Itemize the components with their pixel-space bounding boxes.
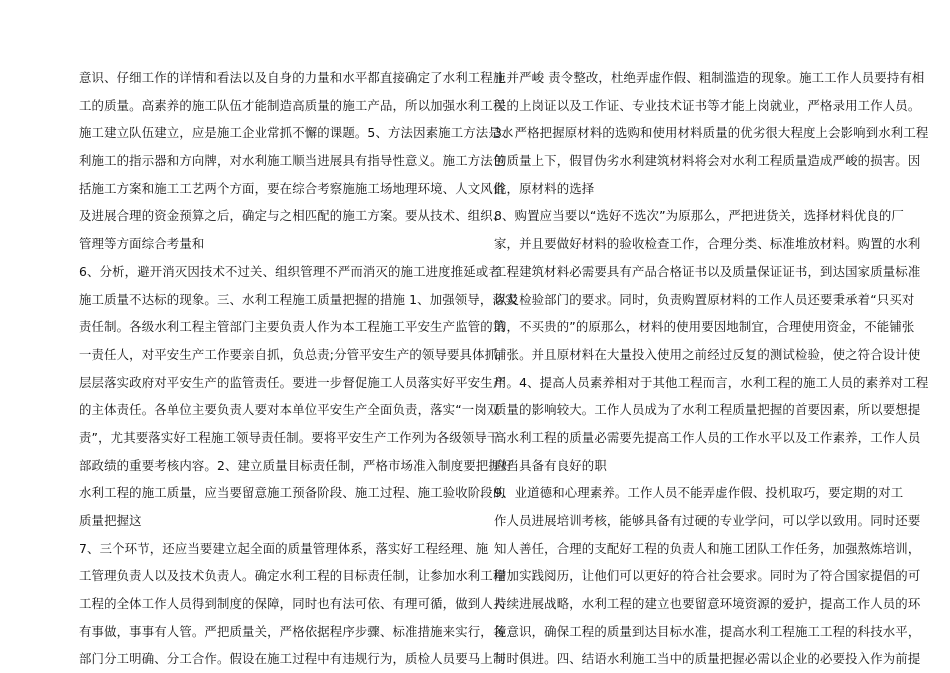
text-line: 责”，尤其要落实好工程施工领导责任制。要将平安生产工作列为各级领导干 [79, 429, 500, 445]
text-line: 7、三个环节，还应当要建立起全面的质量管理体系，落实好工程经理、施 [79, 540, 489, 556]
text-line: 应当具备有良好的职 [494, 457, 607, 473]
text-line: 及进展合理的资金预算之后，确定与之相匹配的施工方案。要从技术、组织、 [79, 208, 506, 224]
left-text-column [79, 64, 518, 673]
text-line: 工程的全体工作人员得到制度的保障，同时也有法可依、有理可循，做到人人 [79, 596, 506, 612]
text-line: 此，原材料的选择 [494, 180, 595, 196]
text-line: 意识、仔细工作的详情和看法以及自身的力量和水平都直接确定了水利工程施 [79, 70, 506, 85]
text-line: 境意识，确保工程的质量到达目标水准，提高水利工程施工工程的科技水平， [494, 623, 921, 639]
text-line: 铺张。并且原材料在大量投入使用之前经过反复的测试检验，使之符合设计使 [494, 346, 921, 362]
text-line: 6、分析，避开消灭因技术不过关、组织管理不严而消灭的施工进度推延或者 [79, 263, 501, 279]
text-line: 水利工程的施工质量，应当要留意施工预备阶段、施工过程、施工验收阶段的 [79, 485, 506, 501]
text-line: 括施工方案和施工工艺两个方面，要在综合考察施施工场地理环境、人文风俗 [79, 180, 506, 196]
text-line: 管理等方面综合考量和 [79, 236, 205, 252]
text-line: 工管理负责人以及技术负责人。确定水利工程的目标责任制，让参加水利工程 [79, 568, 506, 584]
text-line: 增加实践阅历，让他们可以更好的符合社会要求。同时为了符合国家提倡的可 [494, 568, 921, 584]
right-text-column [494, 64, 929, 673]
text-line: 工程建筑材料必需要具有产品合格证书以及质量保证证书，到达国家质量标准 [494, 263, 921, 279]
text-line: 的，不买贵的”的原那么，材料的使用要因地制宜，合理使用资金，不能铺张 [494, 319, 915, 335]
text-line: 层层落实政府对平安生产的监管责任。要进一步督促施工人员落实好平安生产 [79, 374, 506, 390]
text-line: 作人员进展培训考核，能够具备有过硬的专业学问，可以学以致用。同时还要 [494, 513, 921, 528]
text-line: 工的质量。高素养的施工队伍才能制造高质量的施工产品，所以加强水利工程 [79, 97, 506, 113]
text-line: 与时俱进。四、结语水利施工当中的质量把握必需以企业的必要投入作为前提 [494, 651, 921, 667]
text-line: 责任制。各级水利工程主管部门主要负责人作为本工程施工平安生产监管的第 [79, 319, 506, 335]
text-line: 高水利工程的质量必需要先提高工作人员的工作水平以及工作素养，工作人员 [494, 429, 921, 445]
text-line: 部政绩的重要考核内容。2、建立质量目标责任制，严格市场准入制度要把握好 [79, 457, 514, 473]
text-line: 质量的影响较大。工作人员成为了水利工程质量把握的首要因素，所以要想提 [494, 402, 921, 418]
text-line: 质量把握这 [79, 513, 142, 528]
text-line: 的主体责任。各单位主要负责人要对本单位平安生产全面负责，落实“一岗双 [79, 402, 500, 418]
text-line: 3、严格把握原材料的选购和使用材料质量的优劣很大程度上会影响到水利工程 [494, 125, 929, 141]
text-line: 9、业道德和心理素养。工作人员不能弄虚作假、投机取巧，要定期的对工 [494, 485, 904, 501]
text-line: 知人善任，合理的支配好工程的负责人和施工团队工作任务，加强熬炼培训， [494, 540, 921, 556]
text-line: 有事做，事事有人管。严把质量关，严格依据程序步骤、标准措施来实行，各 [79, 623, 506, 639]
text-line: 一责任人，对平安生产工作要亲自抓，负总责;分管平安生产的领导要具体抓， [79, 346, 510, 362]
text-line: 施工建立队伍建立，应是施工企业常抓不懈的课题。5、方法因素施工方法是水 [79, 125, 514, 141]
text-line: 8、购置应当要以“选好不选次”为原那么，严把进货关，选择材料优良的厂 [494, 208, 904, 224]
text-line: 持续进展战略，水利工程的建立也要留意环境资源的爱护，提高工作人员的环 [494, 596, 921, 612]
text-line: 的质量上下，假冒伪劣水利建筑材料将会对水利工程质量造成严峻的损害。因 [494, 153, 921, 169]
text-line: 利施工的指示器和方向牌，对水利施工顺当进展具有指导性意义。施工方法包 [79, 153, 506, 169]
text-line: 止并严峻 责令整改，杜绝弄虚作假、粗制滥造的现象。施工工作人员要持有相 [494, 70, 925, 85]
text-line: 部门分工明确、分工合作。假设在施工过程中有违规行为，质检人员要马上制 [79, 651, 506, 667]
text-line: 家，并且要做好材料的验收检查工作，合理分类、标准堆放材料。购置的水利 [494, 236, 921, 252]
text-line: 用。4、提高人员素养相对于其他工程而言，水利工程的施工人员的素养对工程 [494, 374, 929, 390]
text-line: 施工质量不达标的现象。三、水利工程施工质量把握的措施 1、加强领导，落实 [79, 291, 518, 307]
text-line: 关的上岗证以及工作证、专业技术证书等才能上岗就业，严格录用工作人员。 [494, 97, 921, 113]
text-line: 以及检验部门的要求。同时，负责购置原材料的工作人员还要秉承着“只买对 [494, 291, 915, 307]
